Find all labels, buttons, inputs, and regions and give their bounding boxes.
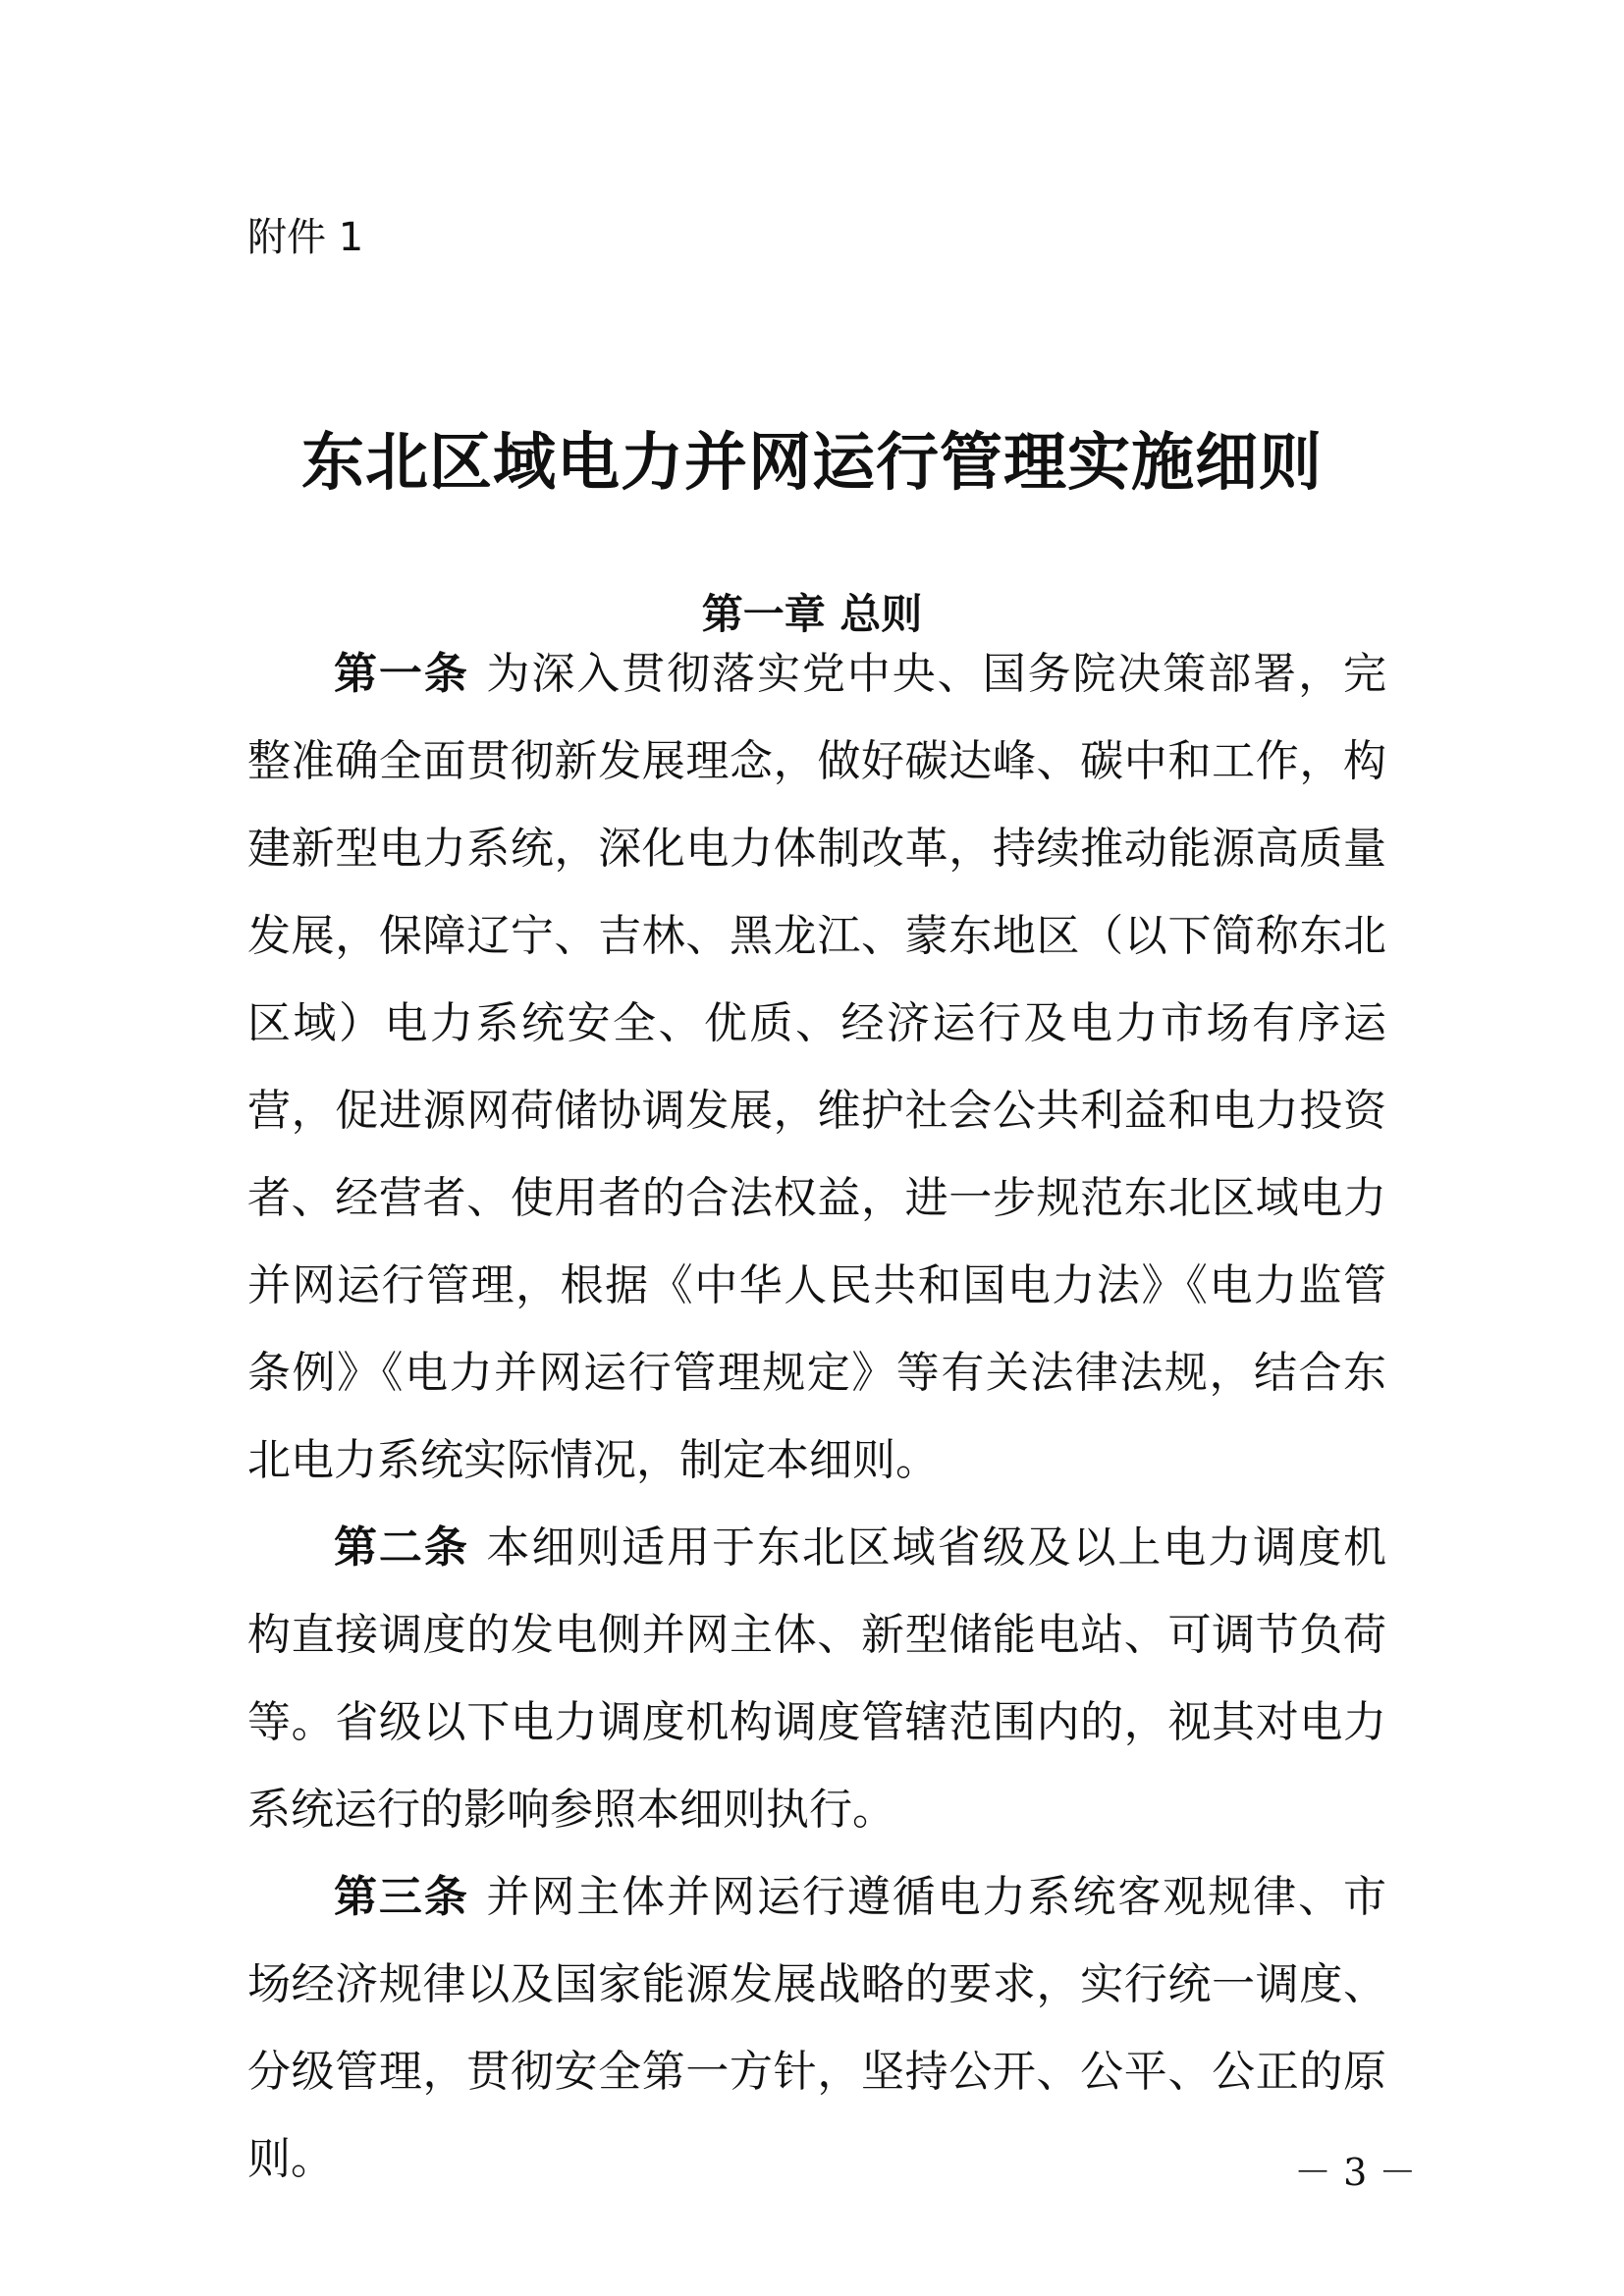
article-label: 第二条 <box>334 1522 469 1573</box>
article-text: 本细则适用于东北区域省级及以上电力调度机构直接调度的发电侧并网主体、新型储能电站、可调节负荷等。省级以下电力调度机构调度管辖范围内的，视其对电力系统运行的影响参照本细则执行。 <box>247 1522 1387 1835</box>
article-label: 第三条 <box>334 1872 469 1922</box>
document-body <box>247 630 1386 2203</box>
page-number: － 3 － <box>1294 2151 1417 2194</box>
attachment-label: 附件 1 <box>247 215 364 260</box>
article-3 <box>247 1853 1386 2203</box>
article-text: 并网主体并网运行遵循电力系统客观规律、市场经济规律以及国家能源发展战略的要求，实行统一调度、分级管理，贯彻安全第一方针，坚持公开、公平、公正的原则。 <box>247 1872 1387 2184</box>
chapter-title: 第一章 总则 <box>701 589 923 638</box>
article-1 <box>247 630 1386 1504</box>
article-text: 为深入贯彻落实党中央、国务院决策部署，完整准确全面贯彻新发展理念，做好碳达峰、碳中和工作，构建新型电力系统，深化电力体制改革，持续推动能源高质量发展，保障辽宁、吉林、黑龙江、蒙东地区（以下简称东北区域）电力系统安全、优质、经济运行及电力市场有序运营，促进源网荷储协调发展，维护社会公共利益和电力投资者、经营者、使用者的合法权益，进一步规范东北区域电力并网运行管理，根据《中华人民共和国电力法》《电力监管条例》《电力并网运行管理规定》等有关法律法规，结合东北电力系统实际情况，制定本细则。 <box>247 649 1387 1485</box>
document-title: 东北区域电力并网运行管理实施细则 <box>301 425 1323 500</box>
article-label: 第一条 <box>334 649 469 699</box>
article-2 <box>247 1504 1386 1853</box>
